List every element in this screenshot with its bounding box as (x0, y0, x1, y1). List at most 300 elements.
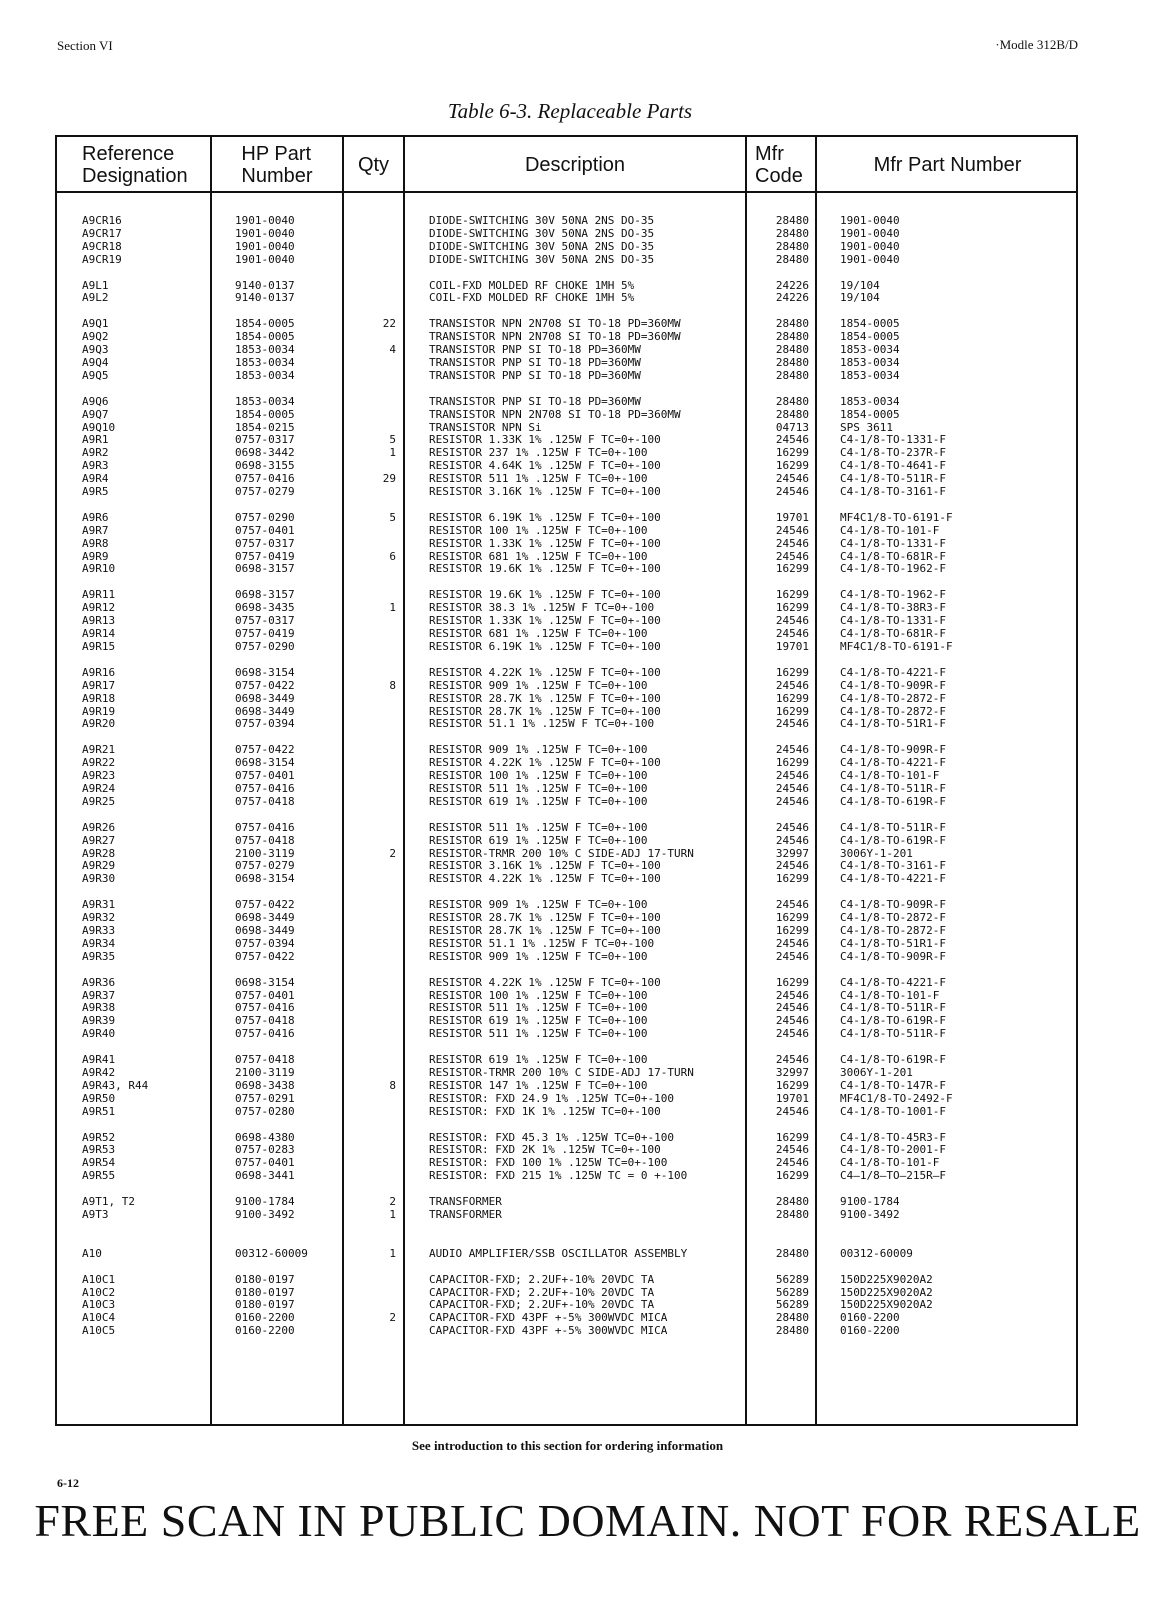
cell-ref: A9R18 (82, 691, 116, 705)
cell-description: RESISTOR 1.33K 1% .125W F TC=0+-100 (429, 614, 661, 628)
cell-hp-part: 1901-0040 (235, 214, 295, 227)
cell-ref: A9R11 (82, 588, 116, 602)
cell-mfr-part: 19/104 (840, 291, 880, 305)
cell-description: CAPACITOR-FXD; 2.2UF+-10% 20VDC TA (429, 1285, 655, 1299)
cell-mfr-code: 28480 (775, 1311, 809, 1325)
table-row (57, 977, 1076, 990)
cell-hp-part: 0757-0291 (235, 1091, 295, 1105)
cell-mfr-part: C4-1/8-TO-45R3-F (840, 1130, 946, 1144)
table-row (57, 1067, 1076, 1080)
cell-mfr-part: C4-1/8-TO-147R-F (840, 1078, 946, 1092)
cell-description: RESISTOR 4.22K 1% .125W F TC=0+-100 (429, 975, 661, 989)
cell-ref: A9R14 (82, 627, 116, 641)
cell-mfr-part: C4-1/8-TO-4221-F (840, 872, 946, 886)
cell-mfr-code: 24546 (775, 949, 809, 963)
cell-description: RESISTOR 19.6K 1% .125W F TC=0+-100 (429, 562, 661, 576)
cell-description: RESISTOR 28.7K 1% .125W F TC=0+-100 (429, 911, 661, 925)
table-row (57, 628, 1076, 641)
cell-description: TRANSISTOR PNP SI TO-18 PD=360MW (429, 394, 641, 408)
cell-description: RESISTOR: FXD 1K 1% .125W TC=0+-100 (429, 1104, 661, 1118)
cell-qty: 2 (389, 846, 396, 860)
cell-description: TRANSISTOR NPN Si (429, 420, 542, 434)
cell-mfr-code: 16299 (775, 691, 809, 705)
cell-mfr-part: C4-1/8-TO-101-F (840, 988, 940, 1002)
cell-ref: A9R7 (82, 523, 109, 537)
cell-mfr-part: C4-1/8-TO-909R-F (840, 678, 946, 692)
cell-mfr-part: C4-1/8-TO-1331-F (840, 614, 946, 628)
table-row (57, 486, 1076, 499)
cell-hp-part: 0698-3154 (235, 665, 295, 679)
cell-hp-part: 0698-3157 (235, 562, 295, 576)
cell-mfr-code: 24546 (775, 769, 809, 783)
table-row (57, 951, 1076, 964)
row-group (57, 215, 1076, 267)
cell-hp-part: 0757-0416 (235, 1027, 295, 1041)
table-title: Table 6-3. Replaceable Parts (447, 99, 693, 123)
cell-qty: 1 (389, 446, 396, 460)
cell-mfr-part: 150D225X9020A2 (840, 1272, 933, 1286)
cell-ref: A9CR16 (82, 214, 122, 227)
cell-mfr-code: 24546 (775, 614, 809, 628)
cell-mfr-code: 28480 (775, 407, 809, 421)
cell-mfr-part: C4–1/8–TO–215R–F (840, 1169, 946, 1183)
cell-hp-part: 1901-0040 (235, 252, 295, 266)
cell-ref: A10 (82, 1246, 102, 1260)
cell-ref: A9Q6 (82, 394, 109, 408)
cell-description: RESISTOR 100 1% .125W F TC=0+-100 (429, 988, 648, 1002)
cell-hp-part: 0698-3154 (235, 756, 295, 770)
cell-mfr-part: C4-1/8-TO-2872-F (840, 691, 946, 705)
table-row (57, 563, 1076, 576)
cell-mfr-part: C4-1/8-TO-681R-F (840, 627, 946, 641)
cell-mfr-part: C4-1/8-TO-511R-F (840, 1027, 946, 1041)
cell-ref: A9R26 (82, 820, 116, 834)
cell-mfr-code: 28480 (775, 394, 809, 408)
cell-mfr-code: 24546 (775, 1104, 809, 1118)
cell-ref: A9Q10 (82, 420, 116, 434)
cell-ref: A9R1 (82, 433, 109, 447)
cell-hp-part: 0757-0419 (235, 549, 295, 563)
cell-mfr-code: 24226 (775, 278, 809, 292)
cell-mfr-code: 24546 (775, 1156, 809, 1170)
cell-mfr-part: C4-1/8-TO-51R1-F (840, 717, 946, 731)
cell-mfr-part: C4-1/8-TO-4221-F (840, 665, 946, 679)
cell-hp-part: 0160-2200 (235, 1324, 295, 1338)
cell-mfr-code: 24546 (775, 1001, 809, 1015)
cell-hp-part: 0757-0401 (235, 523, 295, 537)
cell-mfr-code: 16299 (775, 665, 809, 679)
cell-mfr-code: 28480 (775, 343, 809, 357)
row-group (57, 1235, 1076, 1261)
page-number: 6-12 (57, 1476, 79, 1490)
cell-description: RESISTOR: FXD 2K 1% .125W TC=0+-100 (429, 1143, 661, 1157)
cell-mfr-part: C4-1/8-TO-909R-F (840, 743, 946, 757)
row-group (57, 1196, 1076, 1222)
cell-hp-part: 0757-0401 (235, 769, 295, 783)
cell-description: RESISTOR 619 1% .125W F TC=0+-100 (429, 1014, 648, 1028)
cell-description: TRANSFORMER (429, 1208, 502, 1221)
table-row (57, 1093, 1076, 1106)
cell-description: TRANSFORMER (429, 1195, 502, 1209)
cell-hp-part: 0160-2200 (235, 1311, 295, 1325)
table-row (57, 693, 1076, 706)
cell-description: RESISTOR 511 1% .125W F TC=0+-100 (429, 781, 648, 795)
cell-ref: A9R5 (82, 485, 109, 499)
replaceable-parts-table (55, 135, 1078, 1426)
cell-ref: A9R8 (82, 536, 109, 550)
cell-ref: A9R38 (82, 1001, 116, 1015)
cell-mfr-part: C4-1/8-TO-2001-F (840, 1143, 946, 1157)
header-hp-line2: Number (241, 165, 313, 187)
cell-ref: A9L1 (82, 278, 109, 292)
cell-mfr-code: 16299 (775, 446, 809, 460)
cell-description: RESISTOR 511 1% .125W F TC=0+-100 (429, 472, 648, 486)
cell-qty: 1 (389, 1246, 396, 1260)
cell-mfr-code: 28480 (775, 1195, 809, 1209)
cell-mfr-part: MF4C1/8-TO-6191-F (840, 639, 953, 653)
cell-mfr-code: 04713 (775, 420, 809, 434)
cell-mfr-code: 24546 (775, 536, 809, 550)
cell-ref: A9R36 (82, 975, 116, 989)
cell-mfr-code: 16299 (775, 1169, 809, 1183)
header-mfr-code (755, 139, 815, 191)
cell-hp-part: 0757-0422 (235, 898, 295, 912)
cell-ref: A9R39 (82, 1014, 116, 1028)
cell-mfr-part: C4-1/8-TO-101-F (840, 769, 940, 783)
cell-description: RESISTOR 19.6K 1% .125W F TC=0+-100 (429, 588, 661, 602)
cell-description: TRANSISTOR PNP SI TO-18 PD=360MW (429, 356, 641, 370)
cell-hp-part: 0757-0280 (235, 1104, 295, 1118)
cell-description: DIODE-SWITCHING 30V 50NA 2NS DO-35 (429, 226, 655, 240)
cell-mfr-part: 3006Y-1-201 (840, 1065, 913, 1079)
cell-hp-part: 0698-3449 (235, 923, 295, 937)
cell-hp-part: 9100-1784 (235, 1195, 295, 1209)
cell-mfr-code: 16299 (775, 872, 809, 886)
table-row (57, 292, 1076, 305)
ordering-note: See introduction to this section for ordering information (411, 1438, 724, 1453)
cell-mfr-code: 16299 (775, 562, 809, 576)
table-row (57, 370, 1076, 383)
cell-hp-part: 9140-0137 (235, 278, 295, 292)
cell-hp-part: 0698-3441 (235, 1169, 295, 1183)
table-row (57, 512, 1076, 525)
cell-hp-part: 2100-3119 (235, 846, 295, 860)
cell-mfr-code: 28480 (775, 1324, 809, 1338)
cell-ref: A9R33 (82, 923, 116, 937)
cell-ref: A9R29 (82, 859, 116, 873)
cell-description: RESISTOR 511 1% .125W F TC=0+-100 (429, 1027, 648, 1041)
cell-description: DIODE-SWITCHING 30V 50NA 2NS DO-35 (429, 214, 655, 227)
row-group (57, 977, 1076, 1041)
cell-mfr-code: 24546 (775, 523, 809, 537)
table-row (57, 925, 1076, 938)
cell-mfr-part: C4-1/8-TO-909R-F (840, 949, 946, 963)
cell-mfr-code: 24546 (775, 678, 809, 692)
cell-mfr-code: 16299 (775, 704, 809, 718)
cell-hp-part: 0757-0416 (235, 1001, 295, 1015)
cell-mfr-code: 16299 (775, 1078, 809, 1092)
cell-mfr-part: 1901-0040 (840, 239, 900, 253)
cell-ref: A9R53 (82, 1143, 116, 1157)
table-row (57, 718, 1076, 731)
cell-mfr-code: 16299 (775, 756, 809, 770)
table-row (57, 796, 1076, 809)
cell-ref: A9R4 (82, 472, 109, 486)
cell-ref: A9R13 (82, 614, 116, 628)
cell-ref: A9R28 (82, 846, 116, 860)
cell-mfr-part: C4-1/8-TO-101-F (840, 1156, 940, 1170)
cell-description: RESISTOR 51.1 1% .125W F TC=0+-100 (429, 717, 655, 731)
cell-description: RESISTOR 4.22K 1% .125W F TC=0+-100 (429, 756, 661, 770)
cell-mfr-part: C4-1/8-TO-4221-F (840, 975, 946, 989)
cell-hp-part: 0698-3155 (235, 459, 295, 473)
cell-mfr-code: 24226 (775, 291, 809, 305)
cell-ref: A9R20 (82, 717, 116, 731)
cell-qty: 4 (389, 343, 396, 357)
cell-mfr-part: 00312-60009 (840, 1246, 913, 1260)
cell-hp-part: 0180-0197 (235, 1298, 295, 1312)
cell-mfr-part: 1901-0040 (840, 226, 900, 240)
cell-mfr-code: 24546 (775, 433, 809, 447)
cell-mfr-part: C4-1/8-TO-1331-F (840, 433, 946, 447)
cell-description: RESISTOR 147 1% .125W F TC=0+-100 (429, 1078, 648, 1092)
section-label: Section VI (57, 38, 113, 53)
cell-description: CAPACITOR-FXD 43PF +-5% 300WVDC MICA (429, 1324, 668, 1338)
cell-mfr-code: 16299 (775, 923, 809, 937)
cell-description: RESISTOR 28.7K 1% .125W F TC=0+-100 (429, 923, 661, 937)
table-row (57, 396, 1076, 409)
cell-ref: A9R27 (82, 833, 116, 847)
cell-description: RESISTOR 909 1% .125W F TC=0+-100 (429, 743, 648, 757)
cell-ref: A9T3 (82, 1208, 109, 1221)
cell-description: TRANSISTOR PNP SI TO-18 PD=360MW (429, 368, 641, 382)
cell-ref: A9R6 (82, 510, 109, 524)
cell-mfr-code: 56289 (775, 1272, 809, 1286)
cell-description: RESISTOR 511 1% .125W F TC=0+-100 (429, 820, 648, 834)
cell-description: AUDIO AMPLIFIER/SSB OSCILLATOR ASSEMBLY (429, 1246, 688, 1260)
cell-mfr-part: 1854-0005 (840, 407, 900, 421)
cell-hp-part: 9140-0137 (235, 291, 295, 305)
table-row (57, 538, 1076, 551)
cell-hp-part: 0698-4380 (235, 1130, 295, 1144)
cell-ref: A9R51 (82, 1104, 116, 1118)
cell-description: CAPACITOR-FXD; 2.2UF+-10% 20VDC TA (429, 1272, 655, 1286)
cell-ref: A9R12 (82, 601, 116, 615)
cell-description: RESISTOR 511 1% .125W F TC=0+-100 (429, 1001, 648, 1015)
row-group (57, 396, 1076, 499)
cell-ref: A9R30 (82, 872, 116, 886)
cell-qty: 2 (389, 1311, 396, 1325)
table-row (57, 1235, 1076, 1248)
table-row (57, 1274, 1076, 1287)
cell-hp-part: 0698-3435 (235, 601, 295, 615)
header-code-line1: Mfr (755, 143, 784, 165)
cell-hp-part: 0757-0394 (235, 936, 295, 950)
row-group (57, 1132, 1076, 1184)
cell-hp-part: 0698-3449 (235, 704, 295, 718)
cell-ref: A9R42 (82, 1065, 116, 1079)
cell-description: RESISTOR 6.19K 1% .125W F TC=0+-100 (429, 510, 661, 524)
cell-mfr-code: 28480 (775, 1208, 809, 1221)
cell-description: RESISTOR 681 1% .125W F TC=0+-100 (429, 627, 648, 641)
cell-mfr-part: C4-1/8-TO-3161-F (840, 859, 946, 873)
cell-hp-part: 1854-0005 (235, 407, 295, 421)
cell-hp-part: 0698-3449 (235, 911, 295, 925)
cell-mfr-part: C4-1/8-TO-1962-F (840, 562, 946, 576)
cell-description: RESISTOR 237 1% .125W F TC=0+-100 (429, 446, 648, 460)
cell-hp-part: 9100-3492 (235, 1208, 295, 1221)
cell-qty: 6 (389, 549, 396, 563)
cell-ref: A9Q1 (82, 317, 109, 331)
cell-hp-part: 0698-3157 (235, 588, 295, 602)
table-row (57, 254, 1076, 267)
table-row (57, 1325, 1076, 1338)
cell-ref: A9R23 (82, 769, 116, 783)
cell-ref: A9R35 (82, 949, 116, 963)
cell-hp-part: 0757-0416 (235, 472, 295, 486)
cell-mfr-code: 24546 (775, 485, 809, 499)
cell-hp-part: 0698-3442 (235, 446, 295, 460)
table-row (57, 1170, 1076, 1183)
cell-mfr-code: 28480 (775, 317, 809, 331)
cell-mfr-part: C4-1/8-TO-681R-F (840, 549, 946, 563)
cell-hp-part: 0757-0418 (235, 1014, 295, 1028)
cell-description: RESISTOR 619 1% .125W F TC=0+-100 (429, 833, 648, 847)
public-domain-watermark: FREE SCAN IN PUBLIC DOMAIN. NOT FOR RESALE (34, 1495, 1141, 1546)
cell-ref: A9R21 (82, 743, 116, 757)
cell-hp-part: 0698-3154 (235, 872, 295, 886)
cell-description: RESISTOR 909 1% .125W F TC=0+-100 (429, 949, 648, 963)
cell-hp-part: 1854-0005 (235, 317, 295, 331)
cell-ref: A9Q2 (82, 330, 109, 344)
cell-description: RESISTOR: FXD 100 1% .125W TC=0+-100 (429, 1156, 668, 1170)
cell-mfr-part: MF4C1/8-TO-2492-F (840, 1091, 953, 1105)
cell-description: COIL-FXD MOLDED RF CHOKE 1MH 5% (429, 278, 635, 292)
cell-ref: A9CR19 (82, 252, 122, 266)
cell-qty: 1 (389, 1208, 396, 1221)
cell-hp-part: 0757-0416 (235, 820, 295, 834)
cell-qty: 2 (389, 1195, 396, 1209)
cell-hp-part: 0757-0279 (235, 859, 295, 873)
cell-mfr-code: 24546 (775, 549, 809, 563)
cell-ref: A10C1 (82, 1272, 116, 1286)
cell-ref: A9T1, T2 (82, 1195, 135, 1209)
cell-mfr-code: 19701 (775, 639, 809, 653)
cell-mfr-code: 56289 (775, 1298, 809, 1312)
cell-mfr-code: 24546 (775, 743, 809, 757)
cell-mfr-code: 28480 (775, 356, 809, 370)
cell-ref: A9R34 (82, 936, 116, 950)
cell-mfr-part: 1901-0040 (840, 252, 900, 266)
cell-qty: 5 (389, 433, 396, 447)
table-row (57, 525, 1076, 538)
cell-mfr-code: 24546 (775, 1027, 809, 1041)
cell-mfr-code: 28480 (775, 239, 809, 253)
cell-ref: A9R25 (82, 794, 116, 808)
header-ref-line1: Reference (82, 143, 175, 165)
cell-mfr-part: C4-1/8-TO-619R-F (840, 833, 946, 847)
cell-description: DIODE-SWITCHING 30V 50NA 2NS DO-35 (429, 239, 655, 253)
cell-description: TRANSISTOR NPN 2N708 SI TO-18 PD=360MW (429, 317, 681, 331)
cell-hp-part: 0757-0317 (235, 536, 295, 550)
cell-mfr-part: C4-1/8-TO-511R-F (840, 820, 946, 834)
cell-mfr-part: 1853-0034 (840, 394, 900, 408)
cell-mfr-code: 28480 (775, 368, 809, 382)
cell-description: RESISTOR 100 1% .125W F TC=0+-100 (429, 523, 648, 537)
cell-ref: A9R22 (82, 756, 116, 770)
cell-description: TRANSISTOR NPN 2N708 SI TO-18 PD=360MW (429, 407, 681, 421)
cell-hp-part: 0757-0283 (235, 1143, 295, 1157)
cell-mfr-code: 16299 (775, 588, 809, 602)
table-row (57, 873, 1076, 886)
cell-description: RESISTOR 619 1% .125W F TC=0+-100 (429, 1053, 648, 1067)
cell-description: RESISTOR-TRMR 200 10% C SIDE-ADJ 17-TURN (429, 846, 694, 860)
cell-mfr-part: 1901-0040 (840, 214, 900, 227)
cell-mfr-part: 0160-2200 (840, 1324, 900, 1338)
cell-mfr-code: 16299 (775, 601, 809, 615)
cell-ref: A9L2 (82, 291, 109, 305)
cell-qty: 29 (382, 472, 396, 486)
cell-ref: A9R50 (82, 1091, 116, 1105)
cell-mfr-code: 28480 (775, 226, 809, 240)
cell-ref: A9Q4 (82, 356, 109, 370)
cell-ref: A9R41 (82, 1053, 116, 1067)
table-row (57, 1196, 1076, 1209)
cell-mfr-code: 28480 (775, 252, 809, 266)
cell-ref: A9CR18 (82, 239, 122, 253)
table-row (57, 783, 1076, 796)
header-hp-part-number (212, 139, 342, 191)
cell-description: CAPACITOR-FXD; 2.2UF+-10% 20VDC TA (429, 1298, 655, 1312)
cell-description: RESISTOR 4.22K 1% .125W F TC=0+-100 (429, 665, 661, 679)
cell-hp-part: 1853-0034 (235, 394, 295, 408)
row-group (57, 318, 1076, 382)
cell-hp-part: 1854-0215 (235, 420, 295, 434)
cell-mfr-part: C4-1/8-TO-2872-F (840, 704, 946, 718)
header-qty: Qty (357, 154, 390, 176)
cell-description: RESISTOR 4.22K 1% .125W F TC=0+-100 (429, 872, 661, 886)
cell-description: COIL-FXD MOLDED RF CHOKE 1MH 5% (429, 291, 635, 305)
cell-mfr-code: 24546 (775, 859, 809, 873)
cell-mfr-code: 19701 (775, 1091, 809, 1105)
cell-mfr-part: C4-1/8-TO-101-F (840, 523, 940, 537)
row-group (57, 744, 1076, 808)
table-row (57, 822, 1076, 835)
cell-description: RESISTOR 28.7K 1% .125W F TC=0+-100 (429, 704, 661, 718)
cell-mfr-code: 32997 (775, 846, 809, 860)
cell-mfr-part: 9100-3492 (840, 1208, 900, 1221)
cell-ref: A9R16 (82, 665, 116, 679)
cell-hp-part: 2100-3119 (235, 1065, 295, 1079)
cell-mfr-part: C4-1/8-TO-619R-F (840, 1014, 946, 1028)
cell-hp-part: 0757-0418 (235, 1053, 295, 1067)
cell-mfr-code: 32997 (775, 1065, 809, 1079)
table-row (57, 1106, 1076, 1119)
table-row (57, 228, 1076, 241)
cell-hp-part: 0698-3449 (235, 691, 295, 705)
cell-mfr-part: 150D225X9020A2 (840, 1298, 933, 1312)
table-row (57, 1028, 1076, 1041)
cell-mfr-part: C4-1/8-TO-2872-F (840, 923, 946, 937)
cell-qty: 1 (389, 601, 396, 615)
cell-mfr-code: 24546 (775, 936, 809, 950)
cell-description: RESISTOR 6.19K 1% .125W F TC=0+-100 (429, 639, 661, 653)
cell-mfr-part: 19/104 (840, 278, 880, 292)
cell-ref: A9R32 (82, 911, 116, 925)
cell-ref: A9R37 (82, 988, 116, 1002)
cell-hp-part: 0757-0422 (235, 678, 295, 692)
cell-mfr-code: 24546 (775, 1014, 809, 1028)
